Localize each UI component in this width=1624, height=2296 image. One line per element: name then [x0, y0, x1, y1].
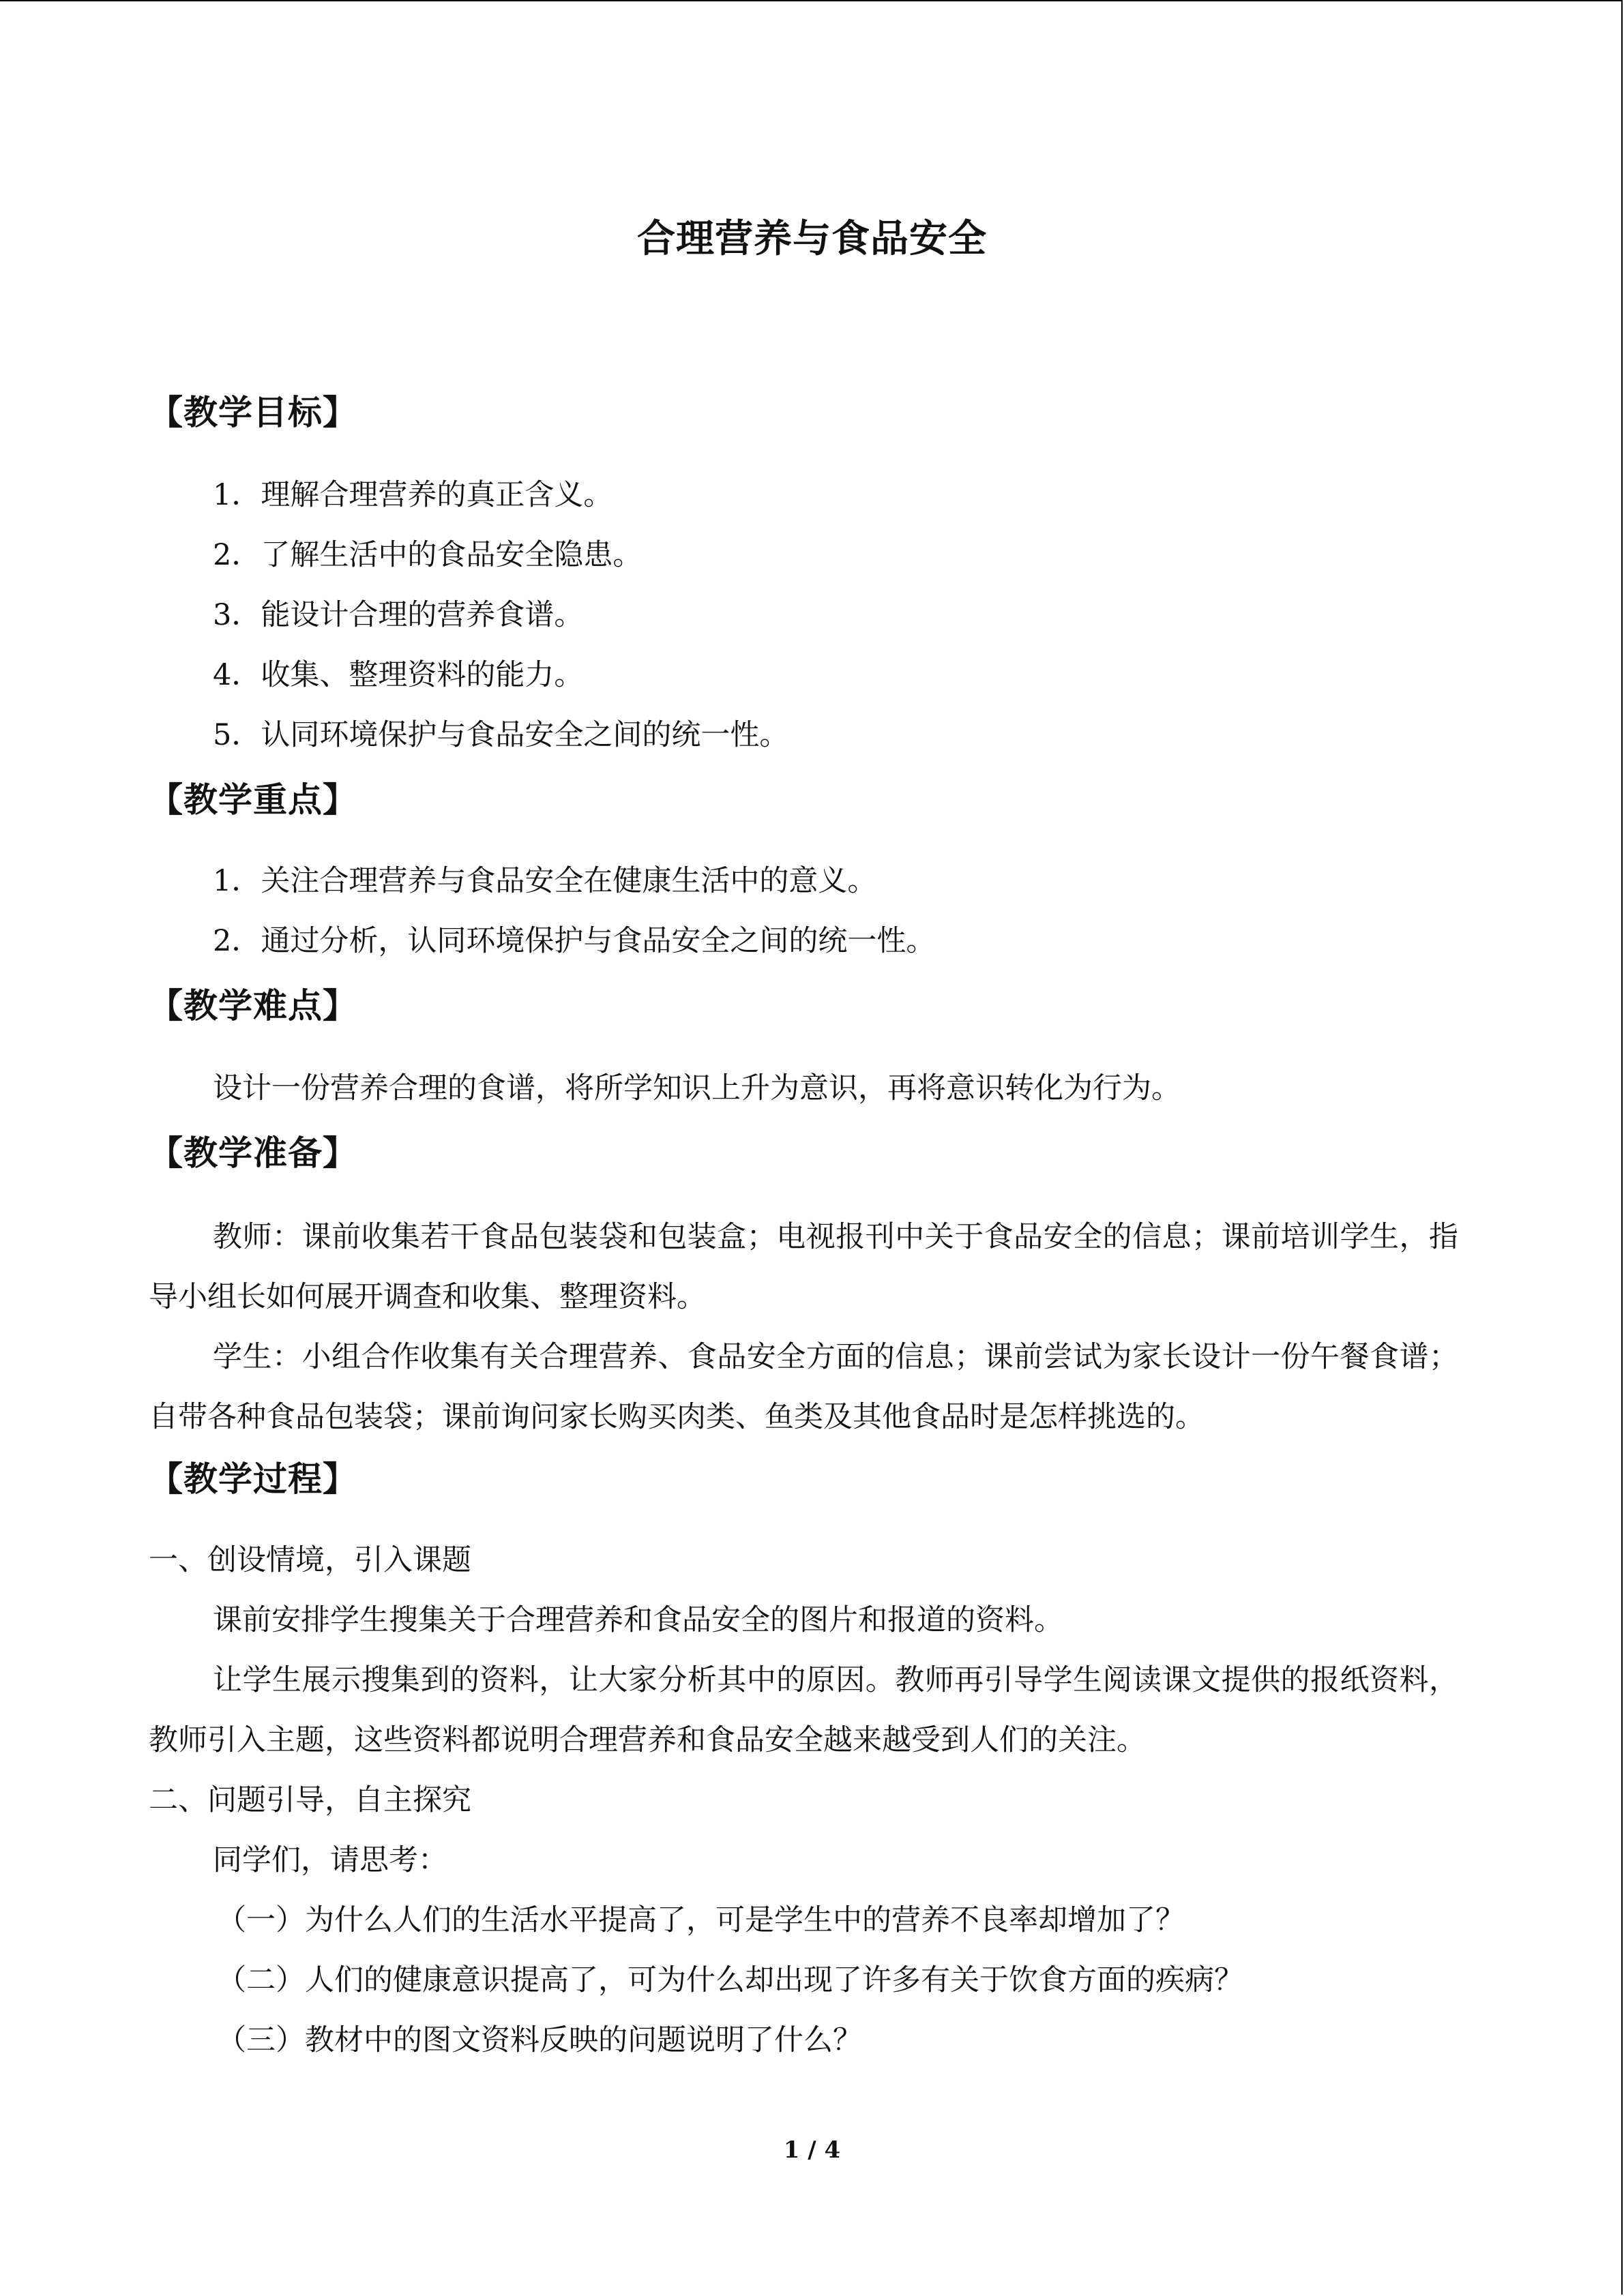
preparation-student: 学生：小组合作收集有关合理营养、食品安全方面的信息；课前尝试为家长设计一份午餐食谱；自带各种食品包装袋；课前询问家长购买肉类、鱼类及其他食品时是怎样挑选的。	[149, 1340, 1458, 1434]
objective-item: 5．认同环境保护与食品安全之间的统一性。	[213, 718, 789, 752]
heading-difficulties: 【教学难点】	[149, 985, 357, 1026]
objective-item: 2．了解生活中的食品安全隐患。	[213, 538, 643, 572]
page-number: 1 / 4	[783, 2136, 841, 2164]
keypoint-item: 1．关注合理营养与食品安全在健康生活中的意义。	[213, 864, 877, 898]
process-part1-paragraph: 课前安排学生搜集关于合理营养和食品安全的图片和报道的资料。	[213, 1603, 1063, 1637]
objective-item: 1．理解合理营养的真正含义。	[213, 478, 613, 512]
heading-preparation: 【教学准备】	[149, 1133, 357, 1173]
question-item: （二）人们的健康意识提高了，可为什么却出现了许多有关于饮食方面的疾病？	[217, 1963, 1243, 1997]
question-item: （一）为什么人们的生活水平提高了，可是学生中的营养不良率却增加了？	[217, 1903, 1185, 1937]
keypoint-item: 2．通过分析，认同环境保护与食品安全之间的统一性。	[213, 924, 936, 958]
difficulties-text: 设计一份营养合理的食谱，将所学知识上升为意识，再将意识转化为行为。	[213, 1071, 1181, 1105]
objective-item: 3．能设计合理的营养食谱。	[213, 598, 584, 632]
heading-keypoints: 【教学重点】	[149, 779, 357, 820]
document-title: 合理营养与食品安全	[637, 216, 987, 261]
process-part1-paragraph: 让学生展示搜集到的资料，让大家分析其中的原因。教师再引导学生阅读课文提供的报纸资料，教师引入主题，这些资料都说明合理营养和食品安全越来越受到人们的关注。	[149, 1663, 1458, 1757]
heading-process: 【教学过程】	[149, 1459, 357, 1499]
heading-objectives: 【教学目标】	[149, 392, 357, 432]
process-part2-title: 二、问题引导，自主探究	[149, 1783, 471, 1817]
process-part2-intro: 同学们，请思考：	[213, 1843, 447, 1877]
preparation-teacher: 教师：课前收集若干食品包装袋和包装盒；电视报刊中关于食品安全的信息；课前培训学生，指导小组长如何展开调查和收集、整理资料。	[149, 1220, 1458, 1314]
objective-item: 4．收集、整理资料的能力。	[213, 658, 584, 692]
process-part1-title: 一、创设情境，引入课题	[149, 1543, 471, 1577]
question-item: （三）教材中的图文资料反映的问题说明了什么？	[217, 2023, 862, 2057]
